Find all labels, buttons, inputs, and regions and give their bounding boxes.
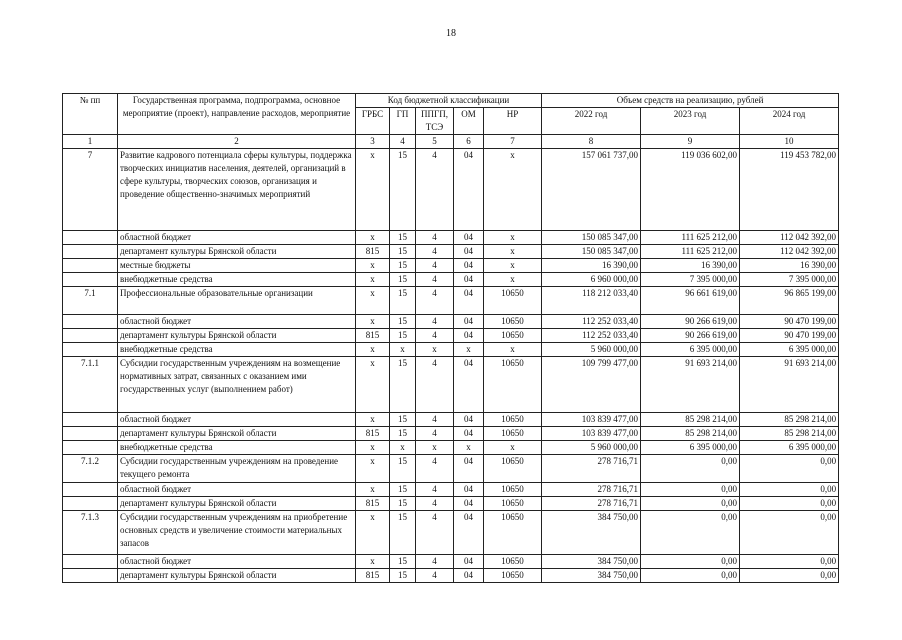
cell-2022: 278 716,71 [542,455,641,483]
cell-gp: 15 [390,259,416,273]
header-2023: 2023 год [641,108,740,135]
cell-grbs: x [356,287,390,315]
cell-ppgp: 4 [416,329,454,343]
cell-gp: x [390,441,416,455]
column-number: 1 [63,135,118,149]
cell-2023: 6 395 000,00 [641,441,740,455]
cell-nr: x [484,343,542,357]
cell-nr: 10650 [484,555,542,569]
column-number: 5 [416,135,454,149]
header-ppgp: ППГП, ТСЭ [416,108,454,135]
cell-ppgp: 4 [416,273,454,287]
cell-2024: 0,00 [740,455,839,483]
cell-ppgp: 4 [416,149,454,231]
table-row [63,511,839,555]
column-number: 6 [454,135,484,149]
cell-ppgp: 4 [416,511,454,555]
cell-2022: 109 799 477,00 [542,357,641,413]
row-number [63,231,118,245]
table-row [63,149,839,231]
cell-grbs: x [356,511,390,555]
cell-gp: 15 [390,273,416,287]
header-om: ОМ [454,108,484,135]
column-number: 2 [118,135,356,149]
cell-grbs: 815 [356,497,390,511]
cell-2024: 0,00 [740,511,839,555]
row-name: Профессиональные образовательные организации [118,287,356,315]
cell-ppgp: 4 [416,315,454,329]
cell-nr: x [484,231,542,245]
row-number [63,245,118,259]
row-number [63,569,118,583]
cell-nr: x [484,441,542,455]
cell-ppgp: 4 [416,569,454,583]
row-name: внебюджетные средства [118,441,356,455]
row-name: департамент культуры Брянской области [118,427,356,441]
cell-nr: 10650 [484,427,542,441]
cell-gp: 15 [390,231,416,245]
cell-om: 04 [454,149,484,231]
cell-gp: 15 [390,569,416,583]
row-number: 7.1.2 [63,455,118,483]
cell-nr: x [484,149,542,231]
cell-2023: 119 036 602,00 [641,149,740,231]
cell-gp: 15 [390,483,416,497]
cell-ppgp: x [416,441,454,455]
cell-2022: 278 716,71 [542,483,641,497]
column-number: 3 [356,135,390,149]
table-row [63,483,839,497]
cell-2024: 85 298 214,00 [740,413,839,427]
cell-ppgp: 4 [416,287,454,315]
cell-2024: 96 865 199,00 [740,287,839,315]
column-number: 4 [390,135,416,149]
row-name: областной бюджет [118,315,356,329]
cell-grbs: x [356,357,390,413]
table-row [63,231,839,245]
cell-2022: 5 960 000,00 [542,343,641,357]
table-row [63,245,839,259]
cell-ppgp: 4 [416,259,454,273]
cell-grbs: 815 [356,329,390,343]
cell-grbs: x [356,315,390,329]
row-name: областной бюджет [118,231,356,245]
cell-nr: 10650 [484,315,542,329]
cell-2023: 0,00 [641,569,740,583]
cell-2023: 6 395 000,00 [641,343,740,357]
cell-grbs: 815 [356,245,390,259]
row-number [63,315,118,329]
cell-2024: 0,00 [740,497,839,511]
column-number: 7 [484,135,542,149]
table-row [63,343,839,357]
header-num: № пп [63,94,118,135]
cell-om: 04 [454,231,484,245]
row-number: 7.1.3 [63,511,118,555]
cell-2023: 0,00 [641,455,740,483]
row-number [63,441,118,455]
table-row [63,569,839,583]
row-number [63,273,118,287]
cell-2023: 111 625 212,00 [641,231,740,245]
cell-2023: 0,00 [641,497,740,511]
table-row [63,315,839,329]
row-number [63,329,118,343]
cell-om: 04 [454,245,484,259]
cell-ppgp: 4 [416,245,454,259]
row-name: департамент культуры Брянской области [118,569,356,583]
cell-grbs: x [356,455,390,483]
header-nr: НР [484,108,542,135]
cell-om: 04 [454,273,484,287]
table-row [63,273,839,287]
cell-gp: 15 [390,287,416,315]
cell-grbs: x [356,441,390,455]
header-code: Код бюджетной классификации [356,94,542,108]
cell-2024: 0,00 [740,555,839,569]
cell-om: x [454,441,484,455]
cell-nr: 10650 [484,287,542,315]
cell-gp: 15 [390,427,416,441]
table-row [63,497,839,511]
cell-2023: 0,00 [641,483,740,497]
cell-2022: 150 085 347,00 [542,231,641,245]
cell-om: 04 [454,287,484,315]
cell-2022: 5 960 000,00 [542,441,641,455]
cell-om: 04 [454,413,484,427]
cell-nr: 10650 [484,483,542,497]
cell-grbs: x [356,555,390,569]
cell-nr: 10650 [484,569,542,583]
cell-grbs: x [356,273,390,287]
cell-om: 04 [454,259,484,273]
cell-om: 04 [454,427,484,441]
table-row [63,329,839,343]
cell-2022: 16 390,00 [542,259,641,273]
table-row [63,413,839,427]
cell-2024: 85 298 214,00 [740,427,839,441]
header-grbs: ГРБС [356,108,390,135]
row-number [63,497,118,511]
row-number: 7.1.1 [63,357,118,413]
table-row [63,259,839,273]
cell-nr: x [484,273,542,287]
cell-om: 04 [454,455,484,483]
row-name: Субсидии государственным учреждениям на возмещение нормативных затрат, связанных с оказанием ими государственных услуг (выполнением работ) [118,357,356,413]
column-number: 10 [740,135,839,149]
cell-gp: 15 [390,455,416,483]
column-number: 8 [542,135,641,149]
cell-2024: 90 470 199,00 [740,315,839,329]
cell-grbs: x [356,483,390,497]
cell-om: 04 [454,497,484,511]
cell-2024: 7 395 000,00 [740,273,839,287]
cell-2022: 384 750,00 [542,569,641,583]
row-number: 7 [63,149,118,231]
cell-2022: 384 750,00 [542,555,641,569]
cell-2023: 96 661 619,00 [641,287,740,315]
cell-2024: 90 470 199,00 [740,329,839,343]
cell-2022: 112 252 033,40 [542,315,641,329]
header-gp: ГП [390,108,416,135]
cell-gp: 15 [390,245,416,259]
cell-ppgp: 4 [416,413,454,427]
cell-nr: 10650 [484,357,542,413]
cell-2024: 0,00 [740,569,839,583]
cell-2022: 118 212 033,40 [542,287,641,315]
cell-2023: 85 298 214,00 [641,427,740,441]
cell-ppgp: x [416,343,454,357]
row-name: Развитие кадрового потенциала сферы культуры, поддержка творческих инициатив населения, деятелей, организаций в сфере культуры, творческих союзов, организация и проведение общественно-значимых мероприятий [118,149,356,231]
row-number [63,259,118,273]
cell-nr: 10650 [484,329,542,343]
cell-gp: 15 [390,413,416,427]
cell-2022: 103 839 477,00 [542,427,641,441]
cell-2024: 16 390,00 [740,259,839,273]
table-row [63,287,839,315]
table-row [63,555,839,569]
cell-grbs: x [356,343,390,357]
header-name: Государственная программа, подпрограмма, основное мероприятие (проект), направление расходов, мероприятие [118,94,356,135]
cell-2022: 150 085 347,00 [542,245,641,259]
column-number-row [63,135,839,149]
cell-ppgp: 4 [416,455,454,483]
row-name: Субсидии государственным учреждениям на приобретение основных средств и увеличение стоимости материальных запасов [118,511,356,555]
cell-2023: 91 693 214,00 [641,357,740,413]
cell-om: 04 [454,357,484,413]
cell-2024: 112 042 392,00 [740,231,839,245]
table-row [63,357,839,413]
row-name: областной бюджет [118,413,356,427]
cell-om: 04 [454,483,484,497]
cell-2024: 112 042 392,00 [740,245,839,259]
cell-2023: 111 625 212,00 [641,245,740,259]
cell-grbs: x [356,149,390,231]
row-name: областной бюджет [118,483,356,497]
cell-2023: 90 266 619,00 [641,329,740,343]
cell-gp: 15 [390,357,416,413]
cell-2023: 0,00 [641,555,740,569]
row-number [63,427,118,441]
cell-gp: 15 [390,329,416,343]
row-name: областной бюджет [118,555,356,569]
row-number [63,483,118,497]
row-name: местные бюджеты [118,259,356,273]
row-number: 7.1 [63,287,118,315]
row-number [63,413,118,427]
table-row [63,455,839,483]
cell-2022: 112 252 033,40 [542,329,641,343]
cell-nr: x [484,259,542,273]
cell-gp: 15 [390,511,416,555]
cell-om: 04 [454,329,484,343]
cell-2022: 278 716,71 [542,497,641,511]
row-name: департамент культуры Брянской области [118,329,356,343]
cell-2024: 91 693 214,00 [740,357,839,413]
cell-2024: 6 395 000,00 [740,343,839,357]
cell-2023: 16 390,00 [641,259,740,273]
row-name: департамент культуры Брянской области [118,245,356,259]
column-number: 9 [641,135,740,149]
budget-table [62,93,839,583]
cell-grbs: 815 [356,427,390,441]
cell-gp: 15 [390,555,416,569]
cell-2023: 7 395 000,00 [641,273,740,287]
cell-ppgp: 4 [416,555,454,569]
cell-grbs: 815 [356,569,390,583]
cell-ppgp: 4 [416,357,454,413]
cell-2023: 0,00 [641,511,740,555]
cell-2024: 0,00 [740,483,839,497]
cell-gp: 15 [390,315,416,329]
cell-2022: 103 839 477,00 [542,413,641,427]
cell-2022: 384 750,00 [542,511,641,555]
cell-2022: 6 960 000,00 [542,273,641,287]
row-name: внебюджетные средства [118,343,356,357]
cell-grbs: x [356,231,390,245]
cell-om: 04 [454,315,484,329]
page-number: 18 [446,28,456,39]
cell-2024: 119 453 782,00 [740,149,839,231]
cell-om: 04 [454,569,484,583]
header-volume: Объем средств на реализацию, рублей [542,94,839,108]
row-name: департамент культуры Брянской области [118,497,356,511]
cell-2023: 90 266 619,00 [641,315,740,329]
table-header [63,94,839,149]
row-number [63,343,118,357]
cell-ppgp: 4 [416,427,454,441]
cell-grbs: x [356,259,390,273]
cell-nr: 10650 [484,413,542,427]
cell-ppgp: 4 [416,483,454,497]
table-body [63,149,839,583]
cell-ppgp: 4 [416,231,454,245]
header-2024: 2024 год [740,108,839,135]
cell-nr: 10650 [484,455,542,483]
cell-nr: 10650 [484,511,542,555]
table-row [63,427,839,441]
cell-nr: 10650 [484,497,542,511]
table-row [63,441,839,455]
cell-gp: x [390,343,416,357]
cell-gp: 15 [390,497,416,511]
cell-nr: x [484,245,542,259]
row-name: внебюджетные средства [118,273,356,287]
cell-om: 04 [454,555,484,569]
cell-om: 04 [454,511,484,555]
header-2022: 2022 год [542,108,641,135]
row-number [63,555,118,569]
cell-2022: 157 061 737,00 [542,149,641,231]
row-name: Субсидии государственным учреждениям на проведение текущего ремонта [118,455,356,483]
cell-gp: 15 [390,149,416,231]
cell-grbs: x [356,413,390,427]
cell-om: x [454,343,484,357]
cell-2024: 6 395 000,00 [740,441,839,455]
cell-ppgp: 4 [416,497,454,511]
cell-2023: 85 298 214,00 [641,413,740,427]
